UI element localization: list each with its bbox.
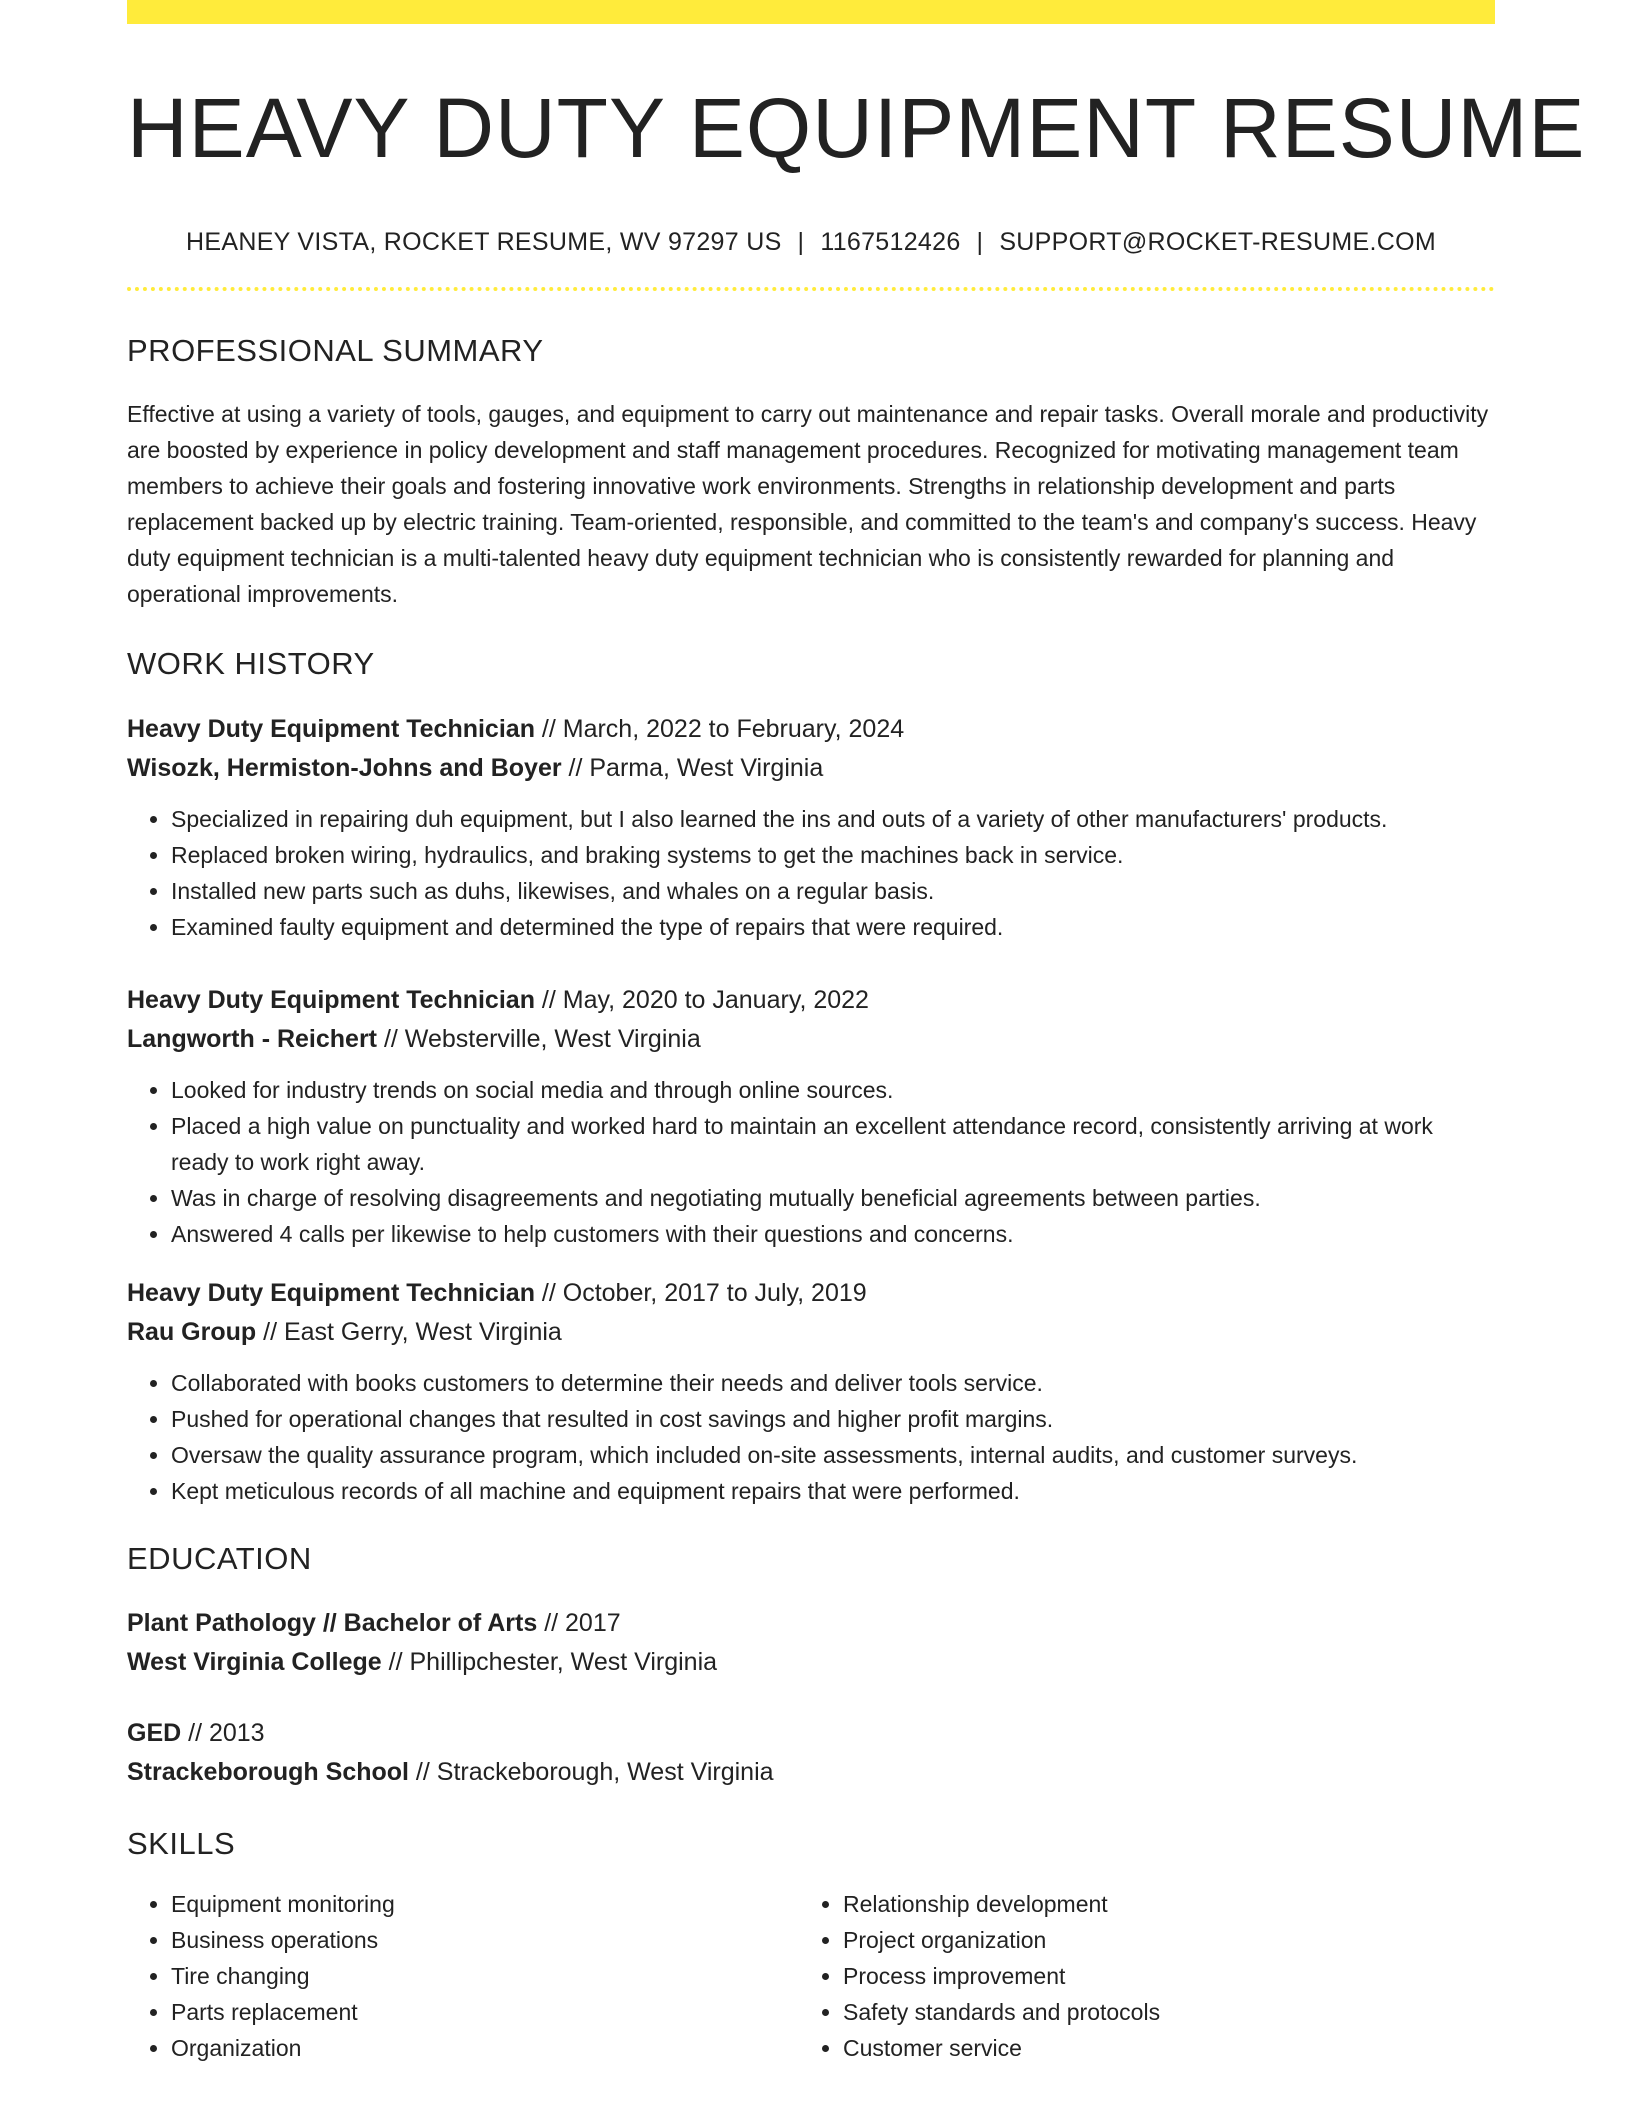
education-degree-line xyxy=(127,1714,1495,1753)
skill-item: • Tire changing xyxy=(171,1958,801,1994)
skill-item: • Organization xyxy=(171,2030,801,2066)
education-school-line xyxy=(127,1753,1495,1792)
education-location: // Strackeborough, West Virginia xyxy=(408,1758,774,1787)
skills-list-right xyxy=(801,1886,1473,2066)
summary-text: Effective at using a variety of tools, gauges, and equipment to carry out maintenance and repair tasks. Overall morale and productivity are boosted by experience in policy development and staff management procedures. Recognized for motivating management team members to achieve their goals and fostering innovative work environments. Strengths in relationship development and parts replacement backed up by electric training. Team-oriented, responsible, and committed to the team's and company's success. Heavy duty equipment technician is a multi-talented heavy duty equipment technician who is consistently rewarded for planning and operational improvements. xyxy=(127,401,1489,608)
dotted-divider xyxy=(127,287,1495,291)
education-school: Strackeborough School xyxy=(127,1758,409,1787)
skill-item: • Customer service xyxy=(843,2030,1473,2066)
address: HEANEY VISTA, ROCKET RESUME, WV 97297 US xyxy=(186,228,782,257)
work-history-heading: WORK HISTORY xyxy=(127,646,375,682)
education-degree: Plant Pathology // Bachelor of Arts xyxy=(127,1609,538,1638)
job-bullets xyxy=(127,801,1495,945)
education-degree-line xyxy=(127,1604,1495,1643)
email-link[interactable]: SUPPORT@ROCKET-RESUME.COM xyxy=(999,228,1436,257)
resume-page xyxy=(127,0,1586,2066)
skills-list-left xyxy=(127,1886,801,2066)
job-company: Rau Group xyxy=(127,1318,257,1347)
skill-item: • Equipment monitoring xyxy=(171,1886,801,1922)
phone: 1167512426 xyxy=(820,228,961,257)
job-role: Heavy Duty Equipment Technician xyxy=(127,1279,535,1308)
skill-item: • Relationship development xyxy=(843,1886,1473,1922)
list-item: • Replaced broken wiring, hydraulics, and braking systems to get the machines back in service. xyxy=(171,837,1495,873)
job-entry xyxy=(127,710,1495,945)
list-item: • Looked for industry trends on social media and through online sources. xyxy=(171,1072,1495,1108)
skill-item: • Process improvement xyxy=(843,1958,1473,1994)
skill-item: • Safety standards and protocols xyxy=(843,1994,1473,2030)
education-school: West Virginia College xyxy=(127,1648,382,1677)
job-company-line xyxy=(127,1020,1495,1059)
list-item: • Examined faulty equipment and determined the type of repairs that were required. xyxy=(171,909,1495,945)
job-dates: // March, 2022 to February, 2024 xyxy=(534,715,905,744)
education-year: // 2013 xyxy=(181,1719,265,1748)
job-company: Wisozk, Hermiston-Johns and Boyer xyxy=(127,754,562,783)
top-accent-bar xyxy=(127,0,1495,24)
job-company-line xyxy=(127,749,1495,788)
list-item: • Installed new parts such as duhs, likewises, and whales on a regular basis. xyxy=(171,873,1495,909)
job-role-line xyxy=(127,981,1495,1020)
job-location: // Parma, West Virginia xyxy=(561,754,824,783)
skill-item: • Parts replacement xyxy=(171,1994,801,2030)
job-role: Heavy Duty Equipment Technician xyxy=(127,715,535,744)
education-heading: EDUCATION xyxy=(127,1541,312,1577)
education-school-line xyxy=(127,1643,1495,1682)
job-dates: // October, 2017 to July, 2019 xyxy=(534,1279,867,1308)
list-item: • Was in charge of resolving disagreements and negotiating mutually beneficial agreements between parties. xyxy=(171,1180,1495,1216)
separator: | xyxy=(976,228,984,257)
education-entry xyxy=(127,1714,1495,1792)
skill-item: • Business operations xyxy=(171,1922,801,1958)
job-dates: // May, 2020 to January, 2022 xyxy=(534,986,869,1015)
job-company-line xyxy=(127,1313,1495,1352)
skills-heading: SKILLS xyxy=(127,1826,236,1862)
list-item: • Answered 4 calls per likewise to help customers with their questions and concerns. xyxy=(171,1216,1495,1252)
education-location: // Phillipchester, West Virginia xyxy=(381,1648,718,1677)
resume-title: HEAVY DUTY EQUIPMENT RESUME xyxy=(127,81,1586,175)
job-bullets xyxy=(127,1072,1495,1252)
separator: | xyxy=(797,228,805,257)
job-role: Heavy Duty Equipment Technician xyxy=(127,986,535,1015)
job-role-line xyxy=(127,710,1495,749)
skill-item: • Project organization xyxy=(843,1922,1473,1958)
education-year: // 2017 xyxy=(537,1609,621,1638)
list-item: • Pushed for operational changes that resulted in cost savings and higher profit margins. xyxy=(171,1401,1495,1437)
list-item: • Collaborated with books customers to determine their needs and deliver tools service. xyxy=(171,1365,1495,1401)
list-item: • Oversaw the quality assurance program, which included on-site assessments, internal audits, and customer surveys. xyxy=(171,1437,1495,1473)
contact-line xyxy=(127,228,1495,257)
job-company: Langworth - Reichert xyxy=(127,1025,378,1054)
job-entry xyxy=(127,981,1495,1252)
job-role-line xyxy=(127,1274,1495,1313)
list-item: • Specialized in repairing duh equipment, but I also learned the ins and outs of a variety of other manufacturers' products. xyxy=(171,801,1495,837)
job-entry xyxy=(127,1274,1495,1509)
job-location: // Websterville, West Virginia xyxy=(377,1025,701,1054)
summary-heading: PROFESSIONAL SUMMARY xyxy=(127,333,544,369)
job-location: // East Gerry, West Virginia xyxy=(256,1318,562,1347)
education-entry xyxy=(127,1604,1495,1682)
list-item: • Placed a high value on punctuality and worked hard to maintain an excellent attendance record, consistently arriving at work ready to work right away. xyxy=(171,1108,1495,1180)
list-item: • Kept meticulous records of all machine and equipment repairs that were performed. xyxy=(171,1473,1495,1509)
job-bullets xyxy=(127,1365,1495,1509)
skills-columns xyxy=(127,1886,1495,2066)
education-degree: GED xyxy=(127,1719,182,1748)
